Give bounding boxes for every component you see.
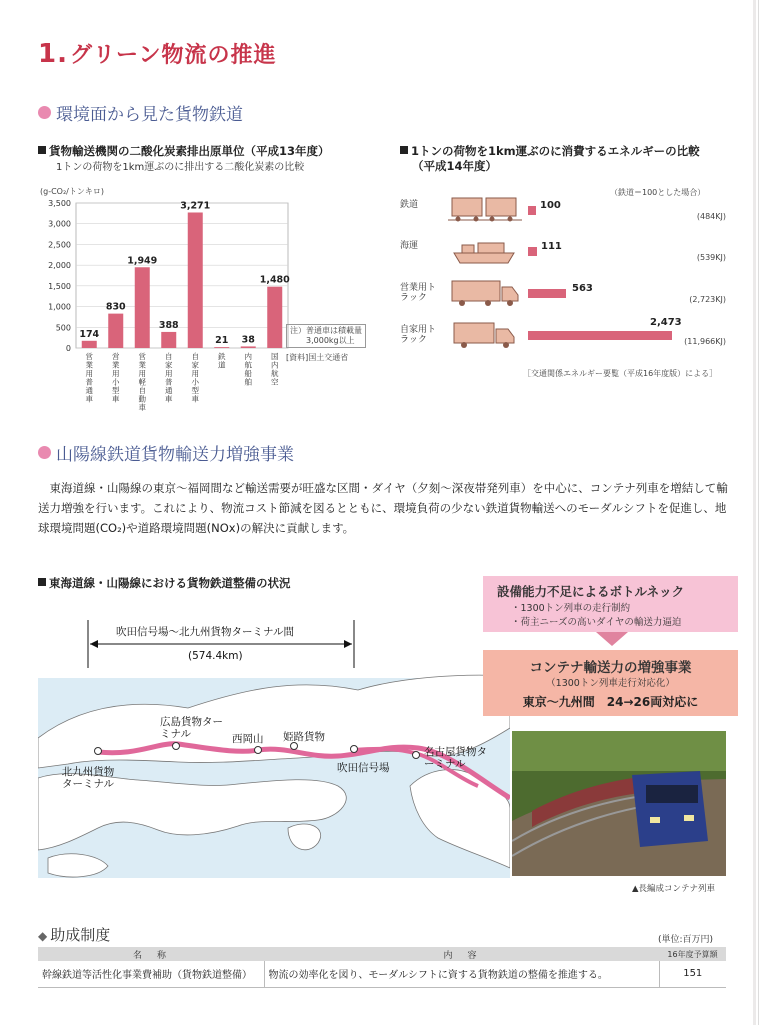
energy-kj: (2,723KJ) xyxy=(689,295,726,304)
section-heading-text: 山陽線鉄道貨物輸送力増強事業 xyxy=(56,445,294,465)
freight-train-icon xyxy=(448,192,522,226)
station-hiroshima xyxy=(172,742,180,750)
category-label-char: 業 xyxy=(138,360,146,370)
energy-value: 563 xyxy=(572,283,593,294)
span-km: (574.4km) xyxy=(188,650,243,662)
category-label-char: 車 xyxy=(191,394,199,404)
label-suita: 吹田信号場 xyxy=(337,762,390,774)
label-nagoya: 名古屋貨物ターミナル xyxy=(424,746,487,770)
col-content: 内 容 xyxy=(264,947,659,961)
bottleneck-line2: ・荷主ニーズの高いダイヤの輸送力逼迫 xyxy=(511,617,682,628)
station-himeji xyxy=(290,742,298,750)
energy-bar xyxy=(528,289,566,298)
category-label-char: 動 xyxy=(138,394,146,404)
category-label-char: 航 xyxy=(244,360,252,370)
category-label-char: 用 xyxy=(112,369,120,378)
y-tick-label: 1,500 xyxy=(48,281,71,291)
category-label-char: 用 xyxy=(165,369,173,378)
diamond-icon: ◆ xyxy=(38,929,48,943)
col-budget: 16年度予算額 xyxy=(659,947,726,961)
energy-kj: (484KJ) xyxy=(696,212,726,221)
grant-unit: (単位:百万円) xyxy=(658,935,714,945)
co2-chart-sublabel: 1トンの荷物を1km運ぶのに排出する二酸化炭素の比較 xyxy=(56,162,305,173)
energy-chart-label-text: 1トンの荷物を1km運ぶのに消費するエネルギーの比較 xyxy=(411,144,700,158)
co2-bar-chart-svg xyxy=(8,188,308,418)
label-hiroshima: 広島貨物ターミナル xyxy=(160,716,223,740)
category-label-char: 業 xyxy=(85,360,93,370)
page-title-text: グリーン物流の推進 xyxy=(69,43,277,68)
co2-bar-chart xyxy=(8,188,308,418)
energy-bar xyxy=(528,331,672,340)
section-heading-environment xyxy=(38,100,243,125)
energy-chart-label2: （平成14年度） xyxy=(412,159,498,173)
project-bottom: 東京～九州間 24→26両対応に xyxy=(522,695,699,709)
category-label-char: 空 xyxy=(271,377,279,387)
co2-note-line1: 注）普通車は積載量 xyxy=(290,326,362,335)
page-edge xyxy=(753,0,756,1025)
category-label-char: 小 xyxy=(191,377,199,387)
co2-chart-unit: (g-CO₂/トンキロ) xyxy=(40,187,104,196)
category-label-char: 内 xyxy=(271,360,279,370)
y-tick-label: 2,500 xyxy=(48,240,71,250)
energy-kj: (539KJ) xyxy=(696,253,726,262)
bottleneck-title: 設備能力不足によるボトルネック xyxy=(497,584,685,599)
co2-chart-source: [資料]国土交通省 xyxy=(286,353,349,362)
energy-value: 111 xyxy=(541,241,562,252)
category-label-char: 自 xyxy=(165,352,173,361)
energy-kj: (11,966KJ) xyxy=(684,337,726,346)
category-label-char: 車 xyxy=(85,394,93,404)
energy-base-note: （鉄道＝100とした場合） xyxy=(610,188,706,197)
container-train-photo xyxy=(512,731,726,876)
grant-heading-text: 助成制度 xyxy=(50,926,111,944)
category-label-char: 家 xyxy=(191,360,199,370)
energy-bar xyxy=(528,247,537,256)
station-suita xyxy=(350,745,358,753)
category-label-char: 鉄 xyxy=(218,352,226,361)
grant-heading xyxy=(38,924,110,945)
cargo-ship-icon xyxy=(448,233,522,267)
bar-value-label: 174 xyxy=(79,328,100,340)
energy-row-ship xyxy=(400,233,730,273)
category-label-char: 船 xyxy=(244,369,252,378)
page-title-number: 1. xyxy=(38,39,68,69)
bar-value-label: 21 xyxy=(215,335,229,347)
co2-note-line2: 3,000kg以上 xyxy=(306,336,355,345)
y-tick-label: 0 xyxy=(65,344,71,353)
co2-chart-label-text: 貨物輸送機関の二酸化炭素排出原単位（平成13年度） xyxy=(49,144,330,158)
co2-chart-note xyxy=(286,324,366,348)
category-label-char: 営 xyxy=(138,352,146,361)
category-label-char: 用 xyxy=(138,369,146,378)
co2-chart-label xyxy=(38,143,330,159)
project-title: コンテナ輸送力の増強事業 xyxy=(529,660,692,676)
section-heading-sanyo xyxy=(38,440,294,465)
bar xyxy=(135,267,150,348)
grant-table xyxy=(38,947,726,988)
table-row xyxy=(38,961,726,987)
bar xyxy=(161,332,176,348)
category-label-char: 小 xyxy=(112,377,120,387)
span-label: 吹田信号場～北九州貨物ターミナル間 xyxy=(116,626,294,638)
project-sub: （1300トン列車走行対応化） xyxy=(546,678,675,689)
map-label xyxy=(38,575,291,591)
y-tick-label: 1,000 xyxy=(48,302,71,312)
category-label-char: 普 xyxy=(85,377,93,387)
energy-chart-source: ［交通関係エネルギー要覧（平成16年度版）による］ xyxy=(523,369,718,378)
bar xyxy=(188,212,203,348)
station-nishiokayama xyxy=(254,746,262,754)
category-label-char: 内 xyxy=(244,352,252,361)
station-kitakyushu xyxy=(94,747,102,755)
project-description: 東海道線・山陽線の東京～福岡間など輸送需要が旺盛な区間・ダイヤ（夕刻～深夜帯発列車）を中心に、コンテナ列車を増結して輸送力増強を行います。これにより、物流コスト節減を図るとともに、環境負荷の少ない鉄道貨物輸送へのモーダルシフトを促進し、地球環境問題(CO₂)や道路環境問題(NOx)の解決に貢献します。 xyxy=(38,481,728,535)
y-tick-label: 2,000 xyxy=(48,261,71,271)
page-title xyxy=(38,38,277,69)
category-label-char: 型 xyxy=(191,386,199,395)
bottleneck-box xyxy=(483,576,738,632)
square-bullet-icon xyxy=(400,146,408,154)
category-label-char: 用 xyxy=(85,369,93,378)
plot-frame xyxy=(76,203,288,348)
energy-mode-label: 海運 xyxy=(400,241,419,251)
category-label-char: 道 xyxy=(218,360,226,370)
category-label-char: 航 xyxy=(271,369,279,378)
bullet-dot-icon xyxy=(38,446,51,459)
energy-value: 100 xyxy=(540,200,561,211)
private-truck-icon xyxy=(448,317,522,351)
commercial-truck-icon xyxy=(448,275,522,309)
bar-value-label: 830 xyxy=(105,301,126,313)
category-label-char: 国 xyxy=(271,352,279,361)
category-label-char: 自 xyxy=(138,386,146,395)
grant-budget: 151 xyxy=(659,961,726,987)
energy-value: 2,473 xyxy=(650,317,682,328)
bar-value-label: 388 xyxy=(158,319,179,331)
category-label-char: 車 xyxy=(165,394,173,404)
category-label-char: 自 xyxy=(191,352,199,361)
energy-row-private-truck xyxy=(400,317,730,357)
bar xyxy=(241,346,256,348)
category-label-char: 車 xyxy=(112,394,120,404)
energy-bar xyxy=(528,206,536,215)
energy-chart-label xyxy=(400,143,700,159)
down-arrow-icon xyxy=(596,632,628,646)
y-tick-label: 3,500 xyxy=(48,199,71,208)
label-himeji: 姫路貨物 xyxy=(283,731,325,743)
bullet-dot-icon xyxy=(38,106,51,119)
category-label-char: 家 xyxy=(165,360,173,370)
bar-value-label: 1,949 xyxy=(127,255,158,267)
label-kitakyushu: 北九州貨物ターミナル xyxy=(61,766,115,790)
energy-mode-label: 営業用トラック xyxy=(400,283,437,303)
bar xyxy=(108,314,123,348)
label-nishiokayama: 西岡山 xyxy=(232,733,264,745)
category-label-char: 車 xyxy=(138,403,146,412)
bar xyxy=(214,347,229,348)
category-label-char: 用 xyxy=(191,369,199,378)
square-bullet-icon xyxy=(38,146,46,154)
bottleneck-line1: ・1300トン列車の走行制約 xyxy=(511,603,631,614)
square-bullet-icon xyxy=(38,578,46,586)
category-label-char: 型 xyxy=(112,386,120,395)
section-heading-text: 環境面から見た貨物鉄道 xyxy=(56,105,243,125)
category-label-char: 営 xyxy=(112,352,120,361)
category-label-char: 通 xyxy=(165,386,173,395)
grant-table-header xyxy=(38,947,726,961)
y-tick-label: 500 xyxy=(55,323,71,333)
category-label-char: 業 xyxy=(112,360,120,370)
y-tick-label: 3,000 xyxy=(48,219,71,229)
category-label-char: 軽 xyxy=(138,377,146,387)
col-name: 名 称 xyxy=(38,947,264,961)
category-label-char: 営 xyxy=(85,352,93,361)
energy-row-rail xyxy=(400,192,730,232)
bar-value-label: 1,480 xyxy=(259,274,290,286)
category-label-char: 通 xyxy=(85,386,93,395)
bar-value-label: 3,271 xyxy=(180,200,211,212)
project-box xyxy=(483,650,738,716)
station-nagoya xyxy=(412,751,420,759)
energy-mode-label: 鉄道 xyxy=(400,200,419,210)
grant-name: 幹線鉄道等活性化事業費補助（貨物鉄道整備） xyxy=(38,961,264,987)
photo-caption: ▲長編成コンテナ列車 xyxy=(632,884,716,894)
energy-mode-label: 自家用トラック xyxy=(400,325,437,345)
category-label-char: 普 xyxy=(165,377,173,387)
energy-row-commercial-truck xyxy=(400,275,730,315)
map-label-text: 東海道線・山陽線における貨物鉄道整備の状況 xyxy=(49,576,291,590)
category-label-char: 舶 xyxy=(244,377,252,387)
bar xyxy=(267,287,282,348)
bar xyxy=(82,341,97,348)
grant-content: 物流の効率化を図り、モーダルシフトに資する貨物鉄道の整備を推進する。 xyxy=(264,961,659,987)
bar-value-label: 38 xyxy=(241,334,255,346)
